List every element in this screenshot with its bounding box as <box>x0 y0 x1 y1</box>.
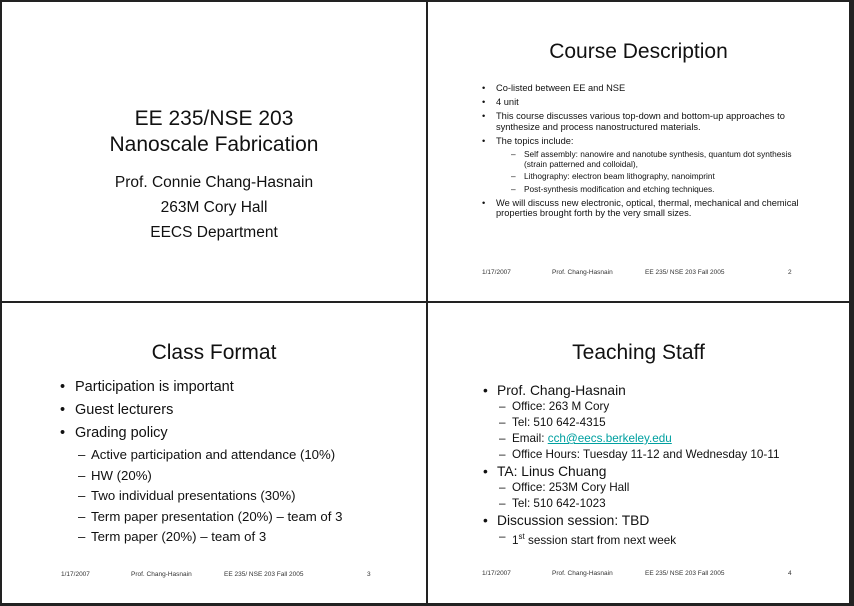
bullet-item: • This course discusses various top-down and bottom-up approaches to synthesize and process nanostructured materials. <box>482 111 802 132</box>
footer-course: EE 235/ NSE 203 Fall 2005 <box>645 269 725 276</box>
sub-bullet-item: – Tel: 510 642-1023 <box>499 496 823 512</box>
bullet-item <box>482 136 802 195</box>
bullet-item: • Grading policy <box>60 422 400 445</box>
bullet-list <box>483 382 823 549</box>
footer-page-number: 4 <box>788 570 792 577</box>
ordinal-suffix: st <box>518 532 525 541</box>
sub-bullet-list <box>496 150 802 194</box>
bullet-item: • Prof. Chang-Hasnain <box>483 382 823 399</box>
course-name: Nanoscale Fabrication <box>109 133 319 156</box>
sub-bullet-item: – Two individual presentations (30%) <box>78 486 400 507</box>
slide-heading: Course Description <box>549 40 728 63</box>
bullet-text: The topics include: <box>496 135 574 146</box>
slide-heading: Teaching Staff <box>572 341 705 364</box>
footer-instructor: Prof. Chang-Hasnain <box>552 570 613 577</box>
footer-date: 1/17/2007 <box>482 570 511 577</box>
bullet-item: • Discussion session: TBD <box>483 512 823 529</box>
bullet-item: • Participation is important <box>60 376 400 399</box>
bullet-item: • 4 unit <box>482 97 802 108</box>
sub-bullet-item: – Term paper presentation (20%) – team of 3 <box>78 507 400 528</box>
slide-teaching-staff <box>428 303 849 603</box>
slide-class-format <box>2 303 426 603</box>
sub-bullet-item <box>499 529 823 549</box>
sub-bullet-item: – Lithography: electron beam lithography, nanoimprint <box>511 172 802 182</box>
sub-bullet-item <box>499 431 823 447</box>
sub-bullet-item: – Office Hours: Tuesday 11-12 and Wednesday 10-11 <box>499 447 823 463</box>
email-label: Email: <box>512 432 548 445</box>
sub-bullet-item: – Self assembly: nanowire and nanotube synthesis, quantum dot synthesis (strain patterned and colloidal), <box>511 150 802 169</box>
instructor-name: Prof. Connie Chang-Hasnain <box>114 174 314 191</box>
footer-instructor: Prof. Chang-Hasnain <box>131 571 192 578</box>
footer-date: 1/17/2007 <box>61 571 90 578</box>
sub-bullet-item: – HW (20%) <box>78 466 400 487</box>
bullet-item: • TA: Linus Chuang <box>483 463 823 480</box>
footer-course: EE 235/ NSE 203 Fall 2005 <box>224 571 304 578</box>
email-link[interactable]: cch@eecs.berkeley.edu <box>547 432 672 445</box>
sub-bullet-item: – Tel: 510 642-4315 <box>499 415 823 431</box>
footer-instructor: Prof. Chang-Hasnain <box>552 269 613 276</box>
sub-bullet-item: – Office: 253M Cory Hall <box>499 480 823 496</box>
footer-page-number: 2 <box>788 269 792 276</box>
bullet-list <box>482 83 802 222</box>
sub-bullet-item: – Office: 263 M Cory <box>499 399 823 415</box>
sub-bullet-item: – Post-synthesis modification and etching techniques. <box>511 185 802 195</box>
course-number: EE 235/NSE 203 <box>134 107 294 130</box>
session-text: session start from next week <box>524 533 677 547</box>
bullet-item: • Guest lecturers <box>60 399 400 422</box>
bullet-list <box>60 376 400 548</box>
bullet-item: • We will discuss new electronic, optical, thermal, mechanical and chemical properties brought forth by the very small sizes. <box>482 198 802 219</box>
instructor-office: 263M Cory Hall <box>160 199 268 216</box>
slide-heading: Class Format <box>151 341 277 364</box>
department: EECS Department <box>150 224 278 241</box>
sub-bullet-item: – Active participation and attendance (10%) <box>78 445 400 466</box>
footer-page-number: 3 <box>367 571 371 578</box>
footer-date: 1/17/2007 <box>482 269 511 276</box>
slide-title-page <box>2 2 426 301</box>
slide-course-description <box>428 2 849 301</box>
sub-bullet-item: – Term paper (20%) – team of 3 <box>78 527 400 548</box>
session-number: 1 <box>512 533 519 547</box>
bullet-item: • Co-listed between EE and NSE <box>482 83 802 94</box>
footer-course: EE 235/ NSE 203 Fall 2005 <box>645 570 725 577</box>
